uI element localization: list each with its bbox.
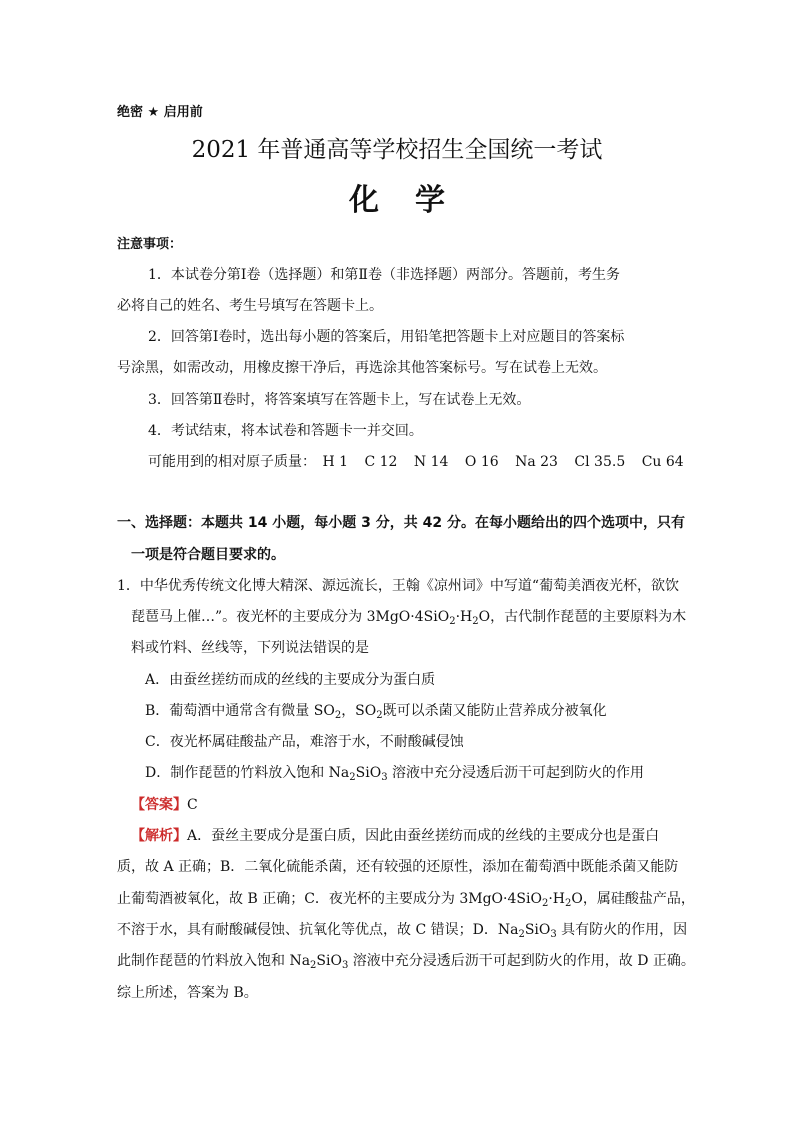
notice-item-2-line-1: 2．回答第Ⅰ卷时，选出每小题的答案后，用铅笔把答题卡上对应题目的答案标 [148, 329, 625, 345]
question-1-line-1: 1．中华优秀传统文化博大精深、源远流长，王翰《凉州词》中写道“葡萄美酒夜光杯，欲饮 [117, 578, 680, 594]
atomic-mass-cl: Cl 35.5 [574, 454, 626, 470]
exam-title: 2021 年普通高等学校招生全国统一考试 [191, 137, 603, 163]
analysis-line-2: 质，故 A 正确；B．二氧化硫能杀菌，还有较强的还原性，添加在葡萄酒中既能杀菌又能防 [117, 859, 679, 875]
analysis-line-6: 综上所述，答案为 B。 [117, 985, 258, 1001]
section-1-heading-line-2: 一项是符合题目要求的。 [131, 547, 285, 563]
notice-item-1-line-2: 必将自己的姓名、考生号填写在答题卡上。 [117, 298, 383, 314]
atomic-mass-n: N 14 [413, 454, 449, 470]
analysis-tag: 【解析】 [131, 828, 187, 844]
notice-item-4: 4．考试结束，将本试卷和答题卡一并交回。 [148, 423, 423, 439]
secret-label: 绝密 ★ 启用前 [117, 105, 203, 120]
atomic-masses [148, 453, 696, 471]
option-d: D．制作琵琶的竹料放入饱和 $Na_2SiO_3$ 溶液中充分浸透后沥干可起到防火的作用 [145, 765, 645, 783]
analysis-line-5: 此制作琵琶的竹料放入饱和 $Na_2SiO_3$ 溶液中充分浸透后沥干可起到防火的作用，故 D 正确。 [117, 953, 695, 971]
analysis-line-3: 止葡萄酒被氧化，故 B 正确；C．夜光杯的主要成分为 $3MgO\cdot 4SiO_2\cdot H_2O$，属硅酸盐产品， [117, 891, 695, 909]
atomic-mass-c: C 12 [364, 454, 398, 470]
section-1-heading-line-1: 一、选择题：本题共 14 小题，每小题 3 分，共 42 分。在每小题给出的四个选项中，只有 [117, 515, 685, 531]
atomic-mass-o: O 16 [464, 454, 499, 470]
answer-value: C [187, 797, 198, 813]
notice-item-3: 3．回答第Ⅱ卷时，将答案填写在答题卡上，写在试卷上无效。 [148, 392, 531, 408]
answer-tag: 【答案】 [131, 797, 187, 813]
answer-line [131, 796, 198, 814]
analysis-line-1: 【解析】A．蚕丝主要成分是蛋白质，因此由蚕丝搓纺而成的丝线的主要成分也是蛋白 [131, 828, 660, 844]
option-a: A．由蚕丝搓纺而成的丝线的主要成分为蛋白质 [145, 672, 436, 688]
atomic-mass-na: Na 23 [515, 454, 558, 470]
atomic-mass-cu: Cu 64 [641, 454, 684, 470]
question-1-line-2: 琵琶马上催…”。夜光杯的主要成分为 $3MgO\cdot 4SiO_2\cdot H_2O$，古代制作琵琶的主要原料为木 [131, 609, 687, 627]
subject-title: 化学 [349, 183, 481, 218]
analysis-line-4: 不溶于水，具有耐酸碱侵蚀、抗氧化等优点，故 C 错误；D．$Na_2SiO_3$ 具有防火的作用，因 [117, 922, 688, 940]
atomic-masses-label: 可能用到的相对原子质量： [148, 454, 316, 470]
notice-heading: 注意事项： [117, 237, 183, 252]
option-c: C．夜光杯属硅酸盐产品，难溶于水，不耐酸碱侵蚀 [145, 734, 464, 750]
atomic-mass-h: H 1 [322, 454, 349, 470]
option-b: B．葡萄酒中通常含有微量 $SO_2$，$SO_2$既可以杀菌又能防止营养成分被氧化 [145, 703, 607, 721]
notice-item-2-line-2: 号涂黑，如需改动，用橡皮擦干净后，再选涂其他答案标号。写在试卷上无效。 [117, 360, 607, 376]
question-1-line-3: 料或竹料、丝线等，下列说法错误的是 [131, 640, 369, 656]
notice-item-1-line-1: 1．本试卷分第Ⅰ卷（选择题）和第Ⅱ卷（非选择题）两部分。答题前，考生务 [148, 267, 620, 283]
